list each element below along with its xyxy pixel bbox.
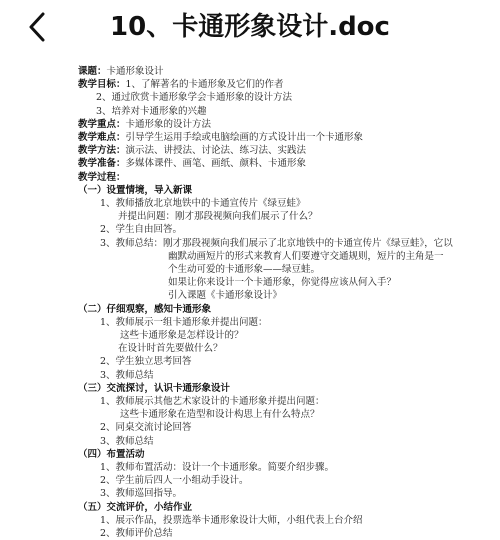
document-line: 3、教师总结: [100, 435, 154, 447]
document-line: [78, 119, 211, 131]
field-value: 1、了解著名的卡通形象及它们的作者: [125, 79, 284, 91]
document-line: 引入课题《卡通形象设计》: [168, 290, 283, 302]
field-label: 教学难点：: [78, 132, 126, 143]
title-bar: [0, 0, 500, 56]
section-heading: （二）仔细观察，感知卡通形象: [78, 303, 212, 315]
back-button[interactable]: [22, 10, 56, 44]
document-body[interactable]: [0, 56, 500, 539]
document-line: 3、教师总结：刚才那段视频向我们展示了北京地铁中的卡通宣传片《绿豆蛙》，它以: [100, 237, 453, 249]
document-line: 2、通过欣赏卡通形象学会卡通形象的设计方法: [96, 92, 293, 104]
document-line: 2、同桌交流讨论回答: [100, 422, 192, 434]
document-line: 3、教师巡回指导。: [100, 488, 183, 500]
section-heading: （三）交流探讨，认识卡通形象设计: [78, 382, 231, 394]
field-value: 引导学生运用手绘或电脑绘画的方式设计出一个卡通形象: [125, 132, 364, 143]
document-line: [78, 66, 164, 78]
document-line: 在设计时首先要做什么？: [118, 343, 223, 355]
document-line: [78, 132, 363, 144]
document-line: 3、教师总结: [100, 369, 154, 381]
document-line: [78, 158, 306, 170]
document-line: 1、教师布置活动：设计一个卡通形象。简要介绍步骤。: [100, 462, 335, 473]
document-line: [78, 145, 306, 157]
document-line: [78, 79, 284, 91]
field-label: 课题：: [78, 66, 107, 77]
document-line: 幽默动画短片的形式来教育人们要遵守交通规则，短片的主角是一: [168, 250, 444, 262]
field-label: 教学方法：: [78, 145, 126, 157]
document-line: 2、学生前后四人一小组动手设计。: [100, 475, 249, 487]
document-line: 个生动可爱的卡通形象——绿豆蛙。: [168, 264, 321, 275]
section-heading: （一）设置情境，导入新课: [78, 184, 193, 196]
document-line: 这些卡通形象是怎样设计的？: [120, 330, 244, 341]
section-heading: （四）布置活动: [78, 448, 145, 460]
document-line: 这些卡通形象在造型和设计构思上有什么特点？: [120, 409, 320, 421]
document-line: 2、学生独立思考回答: [100, 356, 192, 368]
document-line: 1、教师播放北京地铁中的卡通宣传片《绿豆蛙》: [100, 198, 306, 209]
document-line: 2、教师评价总结: [100, 528, 173, 539]
document-line: 1、教师展示其他艺术家设计的卡通形象并提出问题：: [100, 396, 325, 407]
document-line: 1、展示作品，投票选举卡通形象设计大师，小组代表上台介绍: [100, 514, 363, 526]
document-title: 10、卡通形象设计.doc: [110, 12, 390, 42]
document-line: 并提出问题：刚才那段视频向我们展示了什么？: [118, 211, 318, 223]
document-line: 3、培养对卡通形象的兴趣: [96, 105, 207, 117]
field-value: 演示法、讲授法、讨论法、练习法、实践法: [125, 145, 307, 157]
field-value: 多媒体课件、画笔、画纸、颜料、卡通形象: [125, 158, 307, 170]
field-label: 教学准备：: [78, 158, 126, 170]
document-line: 如果让你来设计一个卡通形象，你觉得应该从何入手？: [168, 277, 397, 289]
section-heading: （五）交流评价，小结作业: [78, 501, 193, 513]
field-value: 卡通形象设计: [106, 66, 164, 77]
chevron-left-icon: [22, 10, 56, 44]
document-line: 2、学生自由回答。: [100, 224, 183, 236]
section-heading: 教学过程：: [78, 171, 126, 183]
field-label: 教学目标：: [78, 79, 126, 91]
field-label: 教学重点：: [78, 118, 126, 130]
document-line: 1、教师展示一组卡通形象并提出问题：: [100, 316, 268, 328]
field-value: 卡通形象的设计方法: [125, 118, 212, 130]
